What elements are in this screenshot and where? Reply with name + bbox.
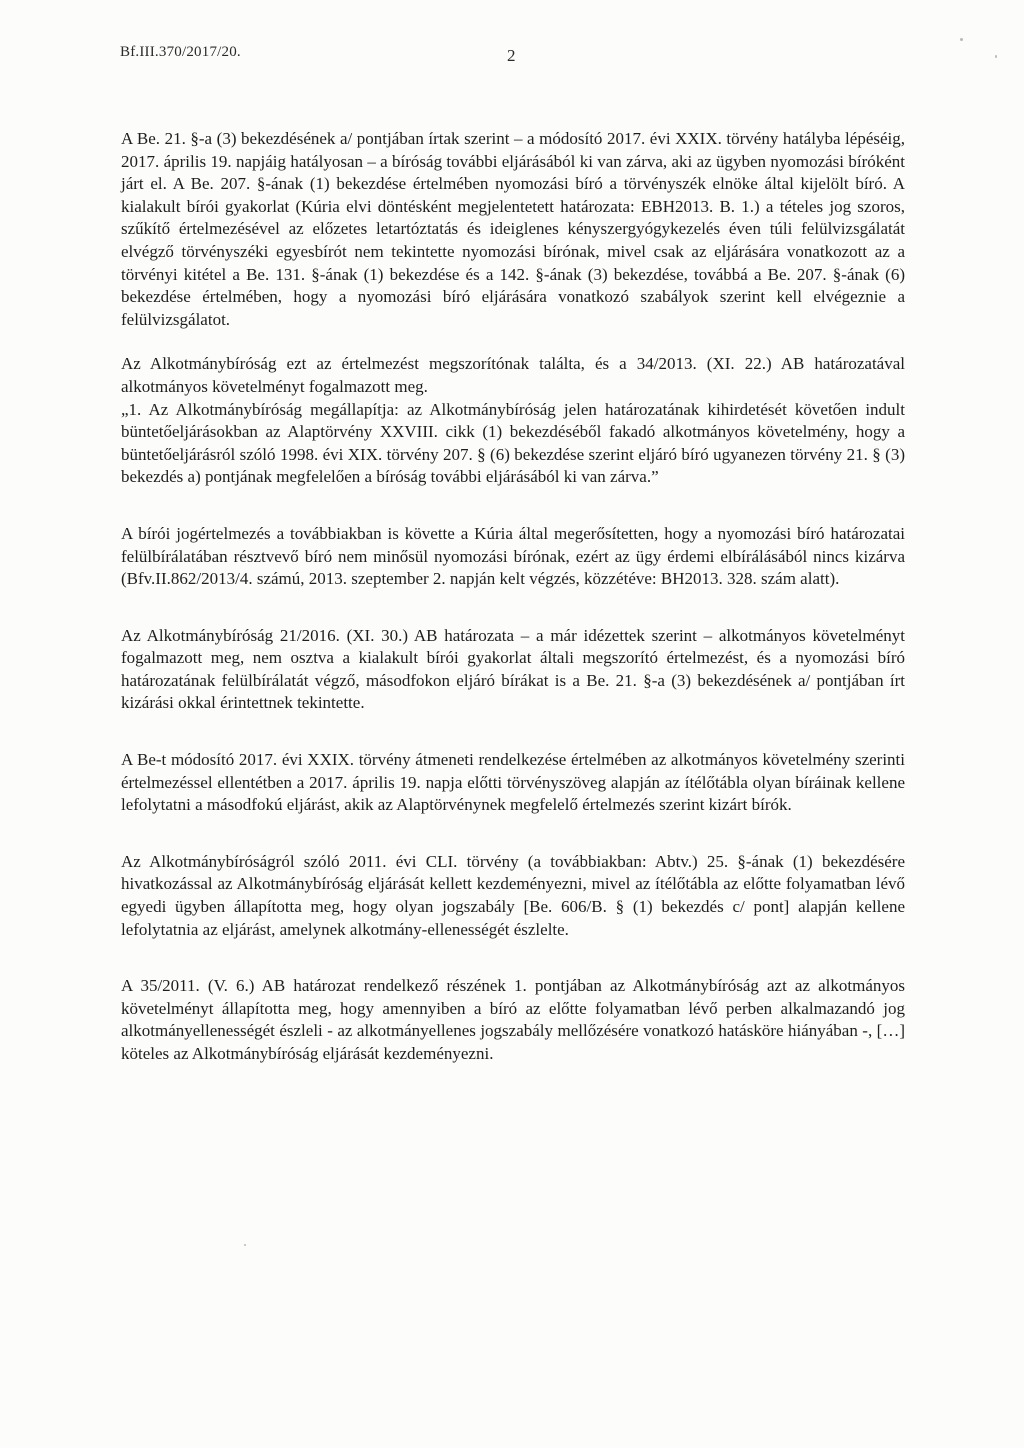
paragraph-3-quote: „1. Az Alkotmánybíróság megállapítja: az Alkotmánybíróság jelen határozatának kihirdetését követően indult büntetőeljárásokban az Alaptörvény XXVIII. cikk (1) bekezdéséből fakadó alkotmányos követelmény, hogy a büntetőeljárásról szóló 1998. évi XIX. törvény 207. § (6) bekezdése szerint eljáró bíró ugyanezen törvény 21. § (3) bekezdés a) pontjának megfelelően a bíróság további eljárásából ki van zárva.”: [121, 399, 905, 487]
paragraph-1: A Be. 21. §-a (3) bekezdésének a/ pontjában írtak szerint – a módosító 2017. évi XXIX. törvény hatályba lépéséig, 2017. április 19. napjáig hatályosan – a bíróság további eljárásából ki van zárva, aki az ügyben nyomozási bíróként járt el. A Be. 207. §-ának (1) bekezdése értelmében nyomozási bíró a törvényszék elnöke által kijelölt bíró. A kialakult bírói gyakorlat (Kúria elvi döntésként megjelentetett határozata: EBH2013. B. 1.) a tételes jog szoros, szűkítő értelmezésével az előzetes letartóztatás és ideiglenes kényszergyógykezelés éven túli felülvizsgálatát elvégző törvényszéki egyesbírót nem tekintette nyomozási bírónak, mivel csak az eljárására vonatkozott az a törvényi kitétel a Be. 131. §-ának (1) bekezdése és a 142. §-ának (3) bekezdése, továbbá a Be. 207. §-ának (6) bekezdése értelmében, hogy a nyomozási bíró eljárására vonatkozó szabályok szerint kell elvégeznie a felülvizsgálatot.: [121, 129, 905, 329]
page-number: 2: [507, 46, 516, 65]
paragraph-2: Az Alkotmánybíróság ezt az értelmezést megszorítónak találta, és a 34/2013. (XI. 22.) AB határozatával alkotmányos követelményt fogalmazott meg.: [121, 354, 905, 396]
scan-speck: [995, 55, 997, 58]
case-reference: Bf.III.370/2017/20.: [120, 44, 241, 60]
paragraph-6: A Be-t módosító 2017. évi XXIX. törvény átmeneti rendelkezése értelmében az alkotmányos követelmény szerinti értelmezéssel ellentétben a 2017. április 19. napja előtti törvényszöveg alapján az ítélőtábla olyan bíráinak kellene lefolytatni a másodfokú eljárást, akik az Alaptörvénynek megfelelő értelmezés szerint kizárt bírók.: [121, 750, 905, 815]
paragraph-7: Az Alkotmánybíróságról szóló 2011. évi CLI. törvény (a továbbiakban: Abtv.) 25. §-ának (1) bekezdésére hivatkozással az Alkotmánybíróság eljárását kellett kezdeményezni, mivel az ítélőtábla az előtte folyamatban lévő egyedi ügyben állapította meg, hogy olyan jogszabály [Be. 606/B. § (1) bekezdés c/ pont] alapján kellene lefolytatnia az eljárást, amelynek alkotmány-ellenességét észlelte.: [121, 851, 905, 939]
paragraph-4: A bírói jogértelmezés a továbbiakban is követte a Kúria által megerősítetten, hogy a nyomozási bíró határozatai felülbírálatában résztvevő bíró nem minősül nyomozási bírónak, ezért az ügy érdemi elbírálásából nincs kizárva (Bfv.II.862/2013/4. számú, 2013. szeptember 2. napján kelt végzés, közzétéve: BH2013. 328. szám alatt).: [121, 523, 905, 589]
document-body: [121, 128, 905, 1066]
scan-speck: [960, 38, 963, 41]
page-header: [120, 44, 910, 70]
paragraph-8: A 35/2011. (V. 6.) AB határozat rendelkező részének 1. pontjában az Alkotmánybíróság azt az alkotmányos követelményt állapította meg, hogy amennyiben a bíró az előtte folyamatban lévő perben alkalmazandó jog alkotmányellenességét észleli - az alkotmányellenes jogszabály mellőzésére vonatkozó hatásköre hiányában -, […] köteles az Alkotmánybíróság eljárását kezdeményezni.: [121, 976, 905, 1063]
scan-speck: [244, 1244, 246, 1246]
paragraph-5: Az Alkotmánybíróság 21/2016. (XI. 30.) AB határozata – a már idézettek szerint – alkotmányos követelményt fogalmazott meg, nem osztva a kialakult bírói gyakorlat általi megszorító értelmezést, és a nyomozási bíró határozatának felülbírálatát végző, másodfokon eljáró bírákat is a Be. 21. §-a (3) bekezdésének a/ pontjában írt kizárási okkal érintettnek tekintette.: [121, 625, 905, 713]
